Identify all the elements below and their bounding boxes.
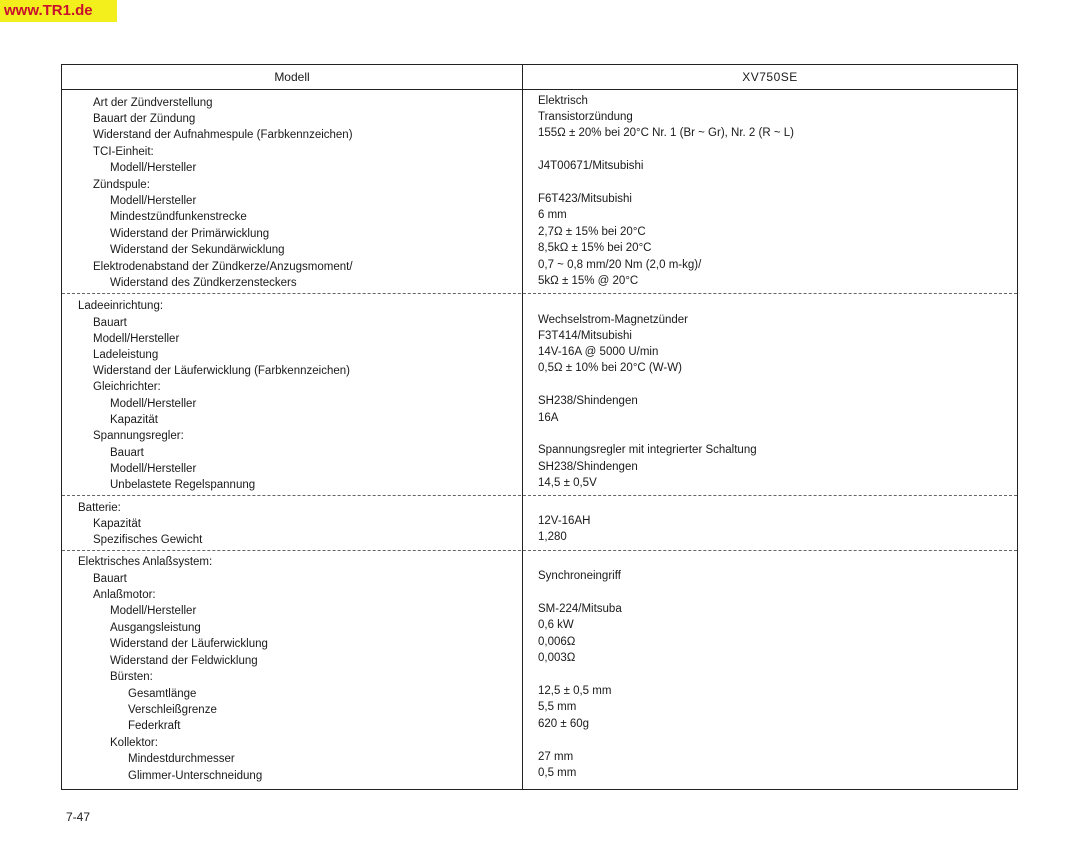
spec-label: Mindestzündfunkenstrecke xyxy=(110,211,247,223)
spec-group-label: Batterie: xyxy=(78,502,121,514)
spec-value: Transistorzündung xyxy=(538,111,633,123)
spec-label: Unbelastete Regelspannung xyxy=(110,479,256,491)
spec-value: 8,5kΩ ± 15% bei 20°C xyxy=(538,242,652,254)
header-model-label: Modell xyxy=(274,70,310,84)
spec-value: 0,5Ω ± 10% bei 20°C (W-W) xyxy=(538,362,682,374)
spec-group-label: Elektrisches Anlaßsystem: xyxy=(78,556,213,568)
spec-group-label: TCI-Einheit: xyxy=(93,146,154,158)
spec-label: Modell/Hersteller xyxy=(110,463,197,475)
spec-label: Bauart xyxy=(93,573,127,585)
section-divider xyxy=(62,293,1017,294)
spec-group-label: Anlaßmotor: xyxy=(93,589,156,601)
spec-group-label: Spannungsregler: xyxy=(93,430,184,442)
section-divider xyxy=(62,550,1017,551)
watermark-logo: www.TR1.de xyxy=(0,0,117,22)
spec-label: Widerstand des Zündkerzensteckers xyxy=(110,277,297,289)
spec-value: Synchroneingriff xyxy=(538,570,621,582)
spec-label: Modell/Hersteller xyxy=(110,398,197,410)
spec-value: Spannungsregler mit integrierter Schaltung xyxy=(538,444,757,456)
spec-label: Widerstand der Läuferwicklung xyxy=(110,638,268,650)
spec-value: Elektrisch xyxy=(538,95,588,107)
spec-value: 0,5 mm xyxy=(538,767,577,779)
spec-value: 16A xyxy=(538,412,559,424)
spec-value: 14,5 ± 0,5V xyxy=(538,477,597,489)
spec-value: 6 mm xyxy=(538,209,567,221)
spec-value: 5,5 mm xyxy=(538,701,577,713)
spec-value: 27 mm xyxy=(538,751,574,763)
page-number: 7-47 xyxy=(66,810,91,824)
spec-value: 0,006Ω xyxy=(538,636,576,648)
spec-value: 12,5 ± 0,5 mm xyxy=(538,685,612,697)
spec-value: 12V-16AH xyxy=(538,515,591,527)
column-divider xyxy=(522,64,523,790)
header-divider xyxy=(61,89,1018,90)
spec-value: 0,7 ~ 0,8 mm/20 Nm (2,0 m-kg)/ xyxy=(538,259,702,271)
spec-label: Widerstand der Aufnahmespule (Farbkennzeichen) xyxy=(93,129,353,141)
spec-label: Elektrodenabstand der Zündkerze/Anzugsmoment/ xyxy=(93,261,353,273)
spec-label: Spezifisches Gewicht xyxy=(93,534,203,546)
spec-label: Verschleißgrenze xyxy=(128,704,217,716)
spec-label: Bauart der Zündung xyxy=(93,113,196,125)
spec-group-label: Bürsten: xyxy=(110,671,153,683)
spec-value: SM-224/Mitsuba xyxy=(538,603,622,615)
spec-label: Modell/Hersteller xyxy=(93,333,180,345)
spec-group-label: Zündspule: xyxy=(93,179,150,191)
spec-label: Ladeleistung xyxy=(93,349,159,361)
spec-label: Mindestdurchmesser xyxy=(128,753,235,765)
spec-label: Modell/Hersteller xyxy=(110,162,197,174)
spec-value: J4T00671/Mitsubishi xyxy=(538,160,644,172)
spec-label: Federkraft xyxy=(128,720,181,732)
spec-label: Modell/Hersteller xyxy=(110,195,197,207)
spec-group-label: Ladeeinrichtung: xyxy=(78,300,164,312)
spec-label: Gesamtlänge xyxy=(128,688,197,700)
spec-label: Kapazität xyxy=(110,414,158,426)
spec-label: Widerstand der Primärwicklung xyxy=(110,228,270,240)
spec-label: Modell/Hersteller xyxy=(110,605,197,617)
spec-label: Glimmer-Unterschneidung xyxy=(128,770,263,782)
spec-label: Widerstand der Feldwicklung xyxy=(110,655,258,667)
spec-label: Widerstand der Sekundärwicklung xyxy=(110,244,285,256)
spec-label: Widerstand der Läuferwicklung (Farbkennzeichen) xyxy=(93,365,350,377)
spec-label: Bauart xyxy=(110,447,144,459)
spec-value: Wechselstrom-Magnetzünder xyxy=(538,314,688,326)
spec-value: 155Ω ± 20% bei 20°C Nr. 1 (Br ~ Gr), Nr. 2 (R ~ L) xyxy=(538,127,794,139)
spec-group-label: Gleichrichter: xyxy=(93,381,161,393)
spec-value: SH238/Shindengen xyxy=(538,461,638,473)
spec-value: 1,280 xyxy=(538,531,567,543)
section-divider xyxy=(62,495,1017,496)
spec-value: F3T414/Mitsubishi xyxy=(538,330,632,342)
spec-label: Bauart xyxy=(93,317,127,329)
spec-label: Art der Zündverstellung xyxy=(93,97,213,109)
spec-value: 2,7Ω ± 15% bei 20°C xyxy=(538,226,646,238)
spec-value: 620 ± 60g xyxy=(538,718,590,730)
header-model-value: XV750SE xyxy=(742,70,798,84)
spec-value: F6T423/Mitsubishi xyxy=(538,193,632,205)
spec-value: 0,003Ω xyxy=(538,652,576,664)
spec-label: Kapazität xyxy=(93,518,141,530)
spec-group-label: Kollektor: xyxy=(110,737,158,749)
spec-value: 0,6 kW xyxy=(538,619,574,631)
spec-label: Ausgangsleistung xyxy=(110,622,201,634)
spec-value: SH238/Shindengen xyxy=(538,395,638,407)
spec-value: 14V-16A @ 5000 U/min xyxy=(538,346,659,358)
spec-value: 5kΩ ± 15% @ 20°C xyxy=(538,275,639,287)
